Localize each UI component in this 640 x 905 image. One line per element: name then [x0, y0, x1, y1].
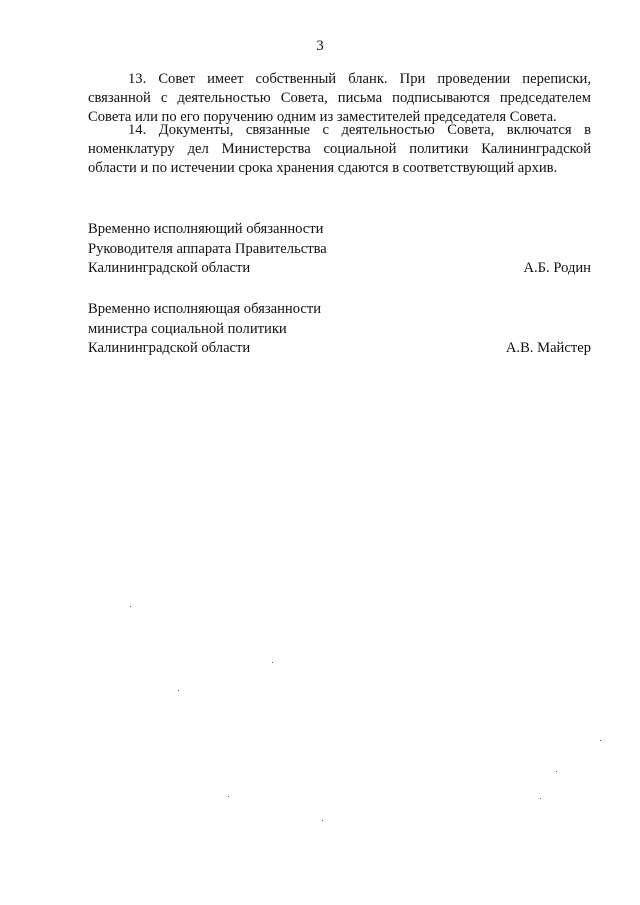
page-number: 3 — [316, 38, 324, 54]
scan-speck — [600, 740, 601, 741]
signer-title-line: Временно исполняющая обязанности — [88, 301, 322, 317]
signer-title-line: Руководителя аппарата Правительства — [88, 240, 327, 257]
scan-speck — [272, 662, 273, 663]
scan-speck — [556, 771, 557, 772]
paragraph-14: 14. Документы, связанные с деятельностью Совета, включатся в номенклатуру дел Министерства социальной политики Калининградской области и по истечении срока хранения сдаются в соответствующий архив. — [88, 122, 591, 176]
signer-title-line: Калининградской области — [88, 340, 251, 356]
paragraph-13: 13. Совет имеет собственный бланк. При проведении переписки, связанной с деятельностью Совета, письма подписываются председателем Совета или по его поручению одним из заместителей председателя Совета. — [88, 71, 591, 125]
scan-speck — [130, 606, 131, 607]
scan-speck — [322, 820, 323, 821]
scan-speck — [228, 796, 229, 797]
signer-title-line: Временно исполняющий обязанности — [88, 221, 324, 237]
signature-block-maister — [88, 300, 591, 359]
signer-title-line: Калининградской области — [88, 260, 251, 276]
signer-name: А.Б. Родин — [523, 260, 591, 276]
scan-speck — [540, 798, 541, 799]
scan-speck — [178, 690, 179, 691]
signature-block-rodin — [88, 220, 591, 279]
signer-title-line: министра социальной политики — [88, 320, 287, 337]
signer-name: А.В. Майстер — [505, 340, 591, 356]
